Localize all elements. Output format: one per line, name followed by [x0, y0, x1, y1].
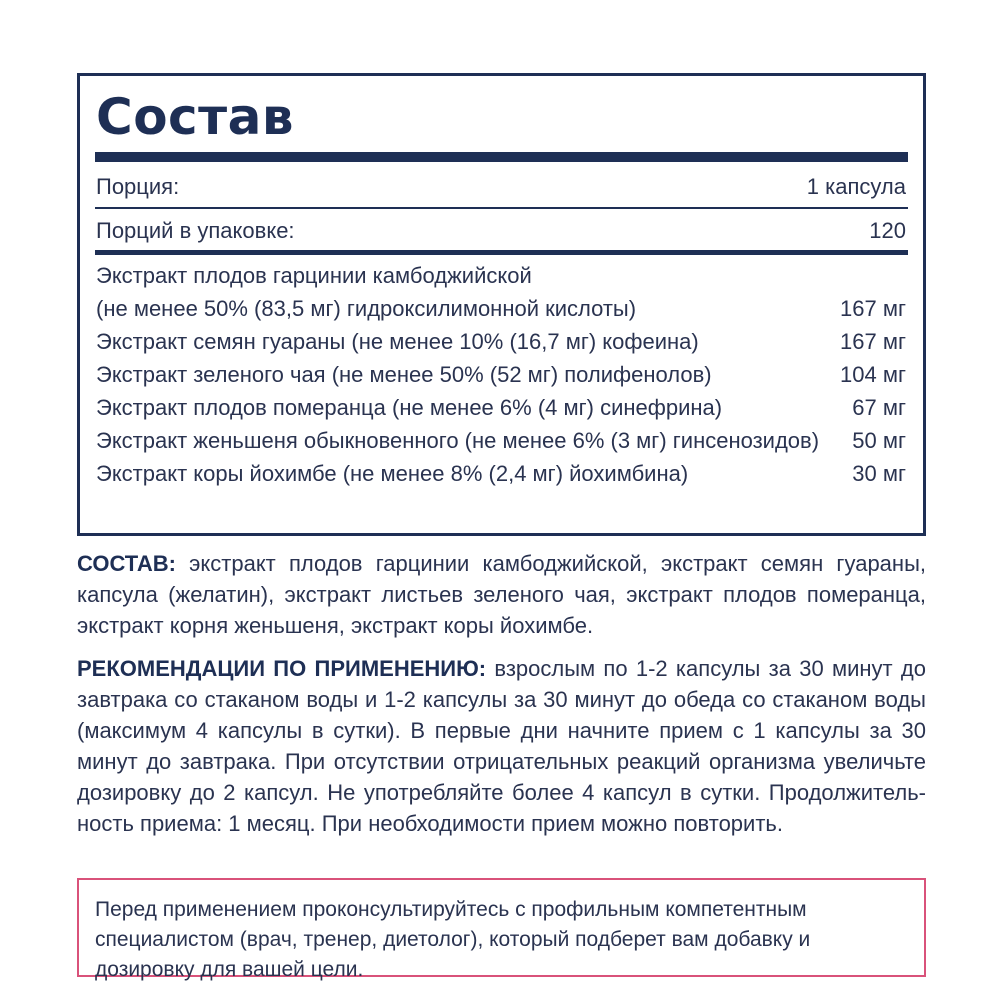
- composition-text: экстракт плодов гарцинии камбоджийской, экстракт семян гуараны, капсула (желатин), экстракт листьев зеленого чая, экстракт плодов померанца, экстракт корня женьшеня, экстракт коры йохимбе.: [77, 551, 926, 638]
- ingredient-name: Экстракт плодов померанца (не менее 6% (4 мг) синефрина): [96, 395, 723, 420]
- ingredient-row: [96, 259, 906, 292]
- ingredient-amount: 104 мг: [840, 362, 906, 387]
- ingredient-amount: 167 мг: [840, 296, 906, 321]
- pack-divider: [95, 250, 908, 255]
- servings-per-pack-label: Порций в упаковке:: [96, 218, 295, 243]
- ingredient-amount: 50 мг: [852, 428, 906, 453]
- ingredient-detail: (не менее 50% (83,5 мг) гидроксилимонной кислоты): [96, 296, 637, 321]
- ingredient-row: [96, 457, 906, 490]
- consultation-notice-text: Перед применением проконсультируйтесь с профильным компетентным специалистом (врач, тренер, диетолог), который подберет вам добавку и дозировку для вашей цели.: [95, 898, 811, 981]
- consultation-notice: [77, 878, 926, 981]
- supplement-facts-box: [77, 73, 926, 536]
- serving-row: [96, 172, 906, 202]
- ingredient-name: Экстракт плодов гарцинии камбоджийской: [96, 263, 532, 288]
- ingredient-name: Экстракт женьшеня обыкновенного (не менее 6% (3 мг) гинсенозидов): [96, 428, 820, 453]
- ingredient-row: [96, 424, 906, 457]
- recommendations-heading: РЕКОМЕНДАЦИИ ПО ПРИМЕНЕНИЮ:: [77, 656, 487, 681]
- title-divider: [95, 152, 908, 162]
- recommendations-paragraph: [77, 653, 926, 839]
- composition-paragraph: [77, 548, 926, 641]
- ingredient-name: Экстракт коры йохимбе (не менее 8% (2,4 мг) йохимбина): [96, 461, 689, 486]
- ingredient-amount: 67 мг: [852, 395, 906, 420]
- recommendations-text: взрослым по 1-2 капсулы за 30 минут до завтрака со стаканом воды и 1-2 капсулы за 30 минут до обеда со стаканом воды (максимум 4 капсулы в сутки). В первые дни начните прием с 1 капсулы за 30 минут до завтрака. При отсутствии отрицательных реакций организма увеличьте дозировку до 2 капсул. Не употребляйте более 4 капсул в сутки. Продолжительность приема: 1 месяц. При необходимости прием можно повторить.: [77, 656, 926, 836]
- ingredient-row: [96, 358, 906, 391]
- ingredient-amount: 30 мг: [852, 461, 906, 486]
- composition-heading: СОСТАВ:: [77, 551, 176, 576]
- ingredient-amount: 167 мг: [840, 329, 906, 354]
- ingredient-row: [96, 325, 906, 358]
- ingredient-row: [96, 292, 906, 325]
- ingredient-name: Экстракт зеленого чая (не менее 50% (52 мг) полифенолов): [96, 362, 712, 387]
- serving-value: 1 капсула: [806, 174, 906, 199]
- ingredient-name: Экстракт семян гуараны (не менее 10% (16,7 мг) кофеина): [96, 329, 699, 354]
- ingredient-row: [96, 391, 906, 424]
- serving-label: Порция:: [96, 174, 180, 199]
- servings-per-pack-value: 120: [869, 218, 906, 243]
- serving-divider: [95, 207, 908, 209]
- facts-title: Состав: [96, 88, 295, 146]
- servings-per-pack-row: [96, 216, 906, 246]
